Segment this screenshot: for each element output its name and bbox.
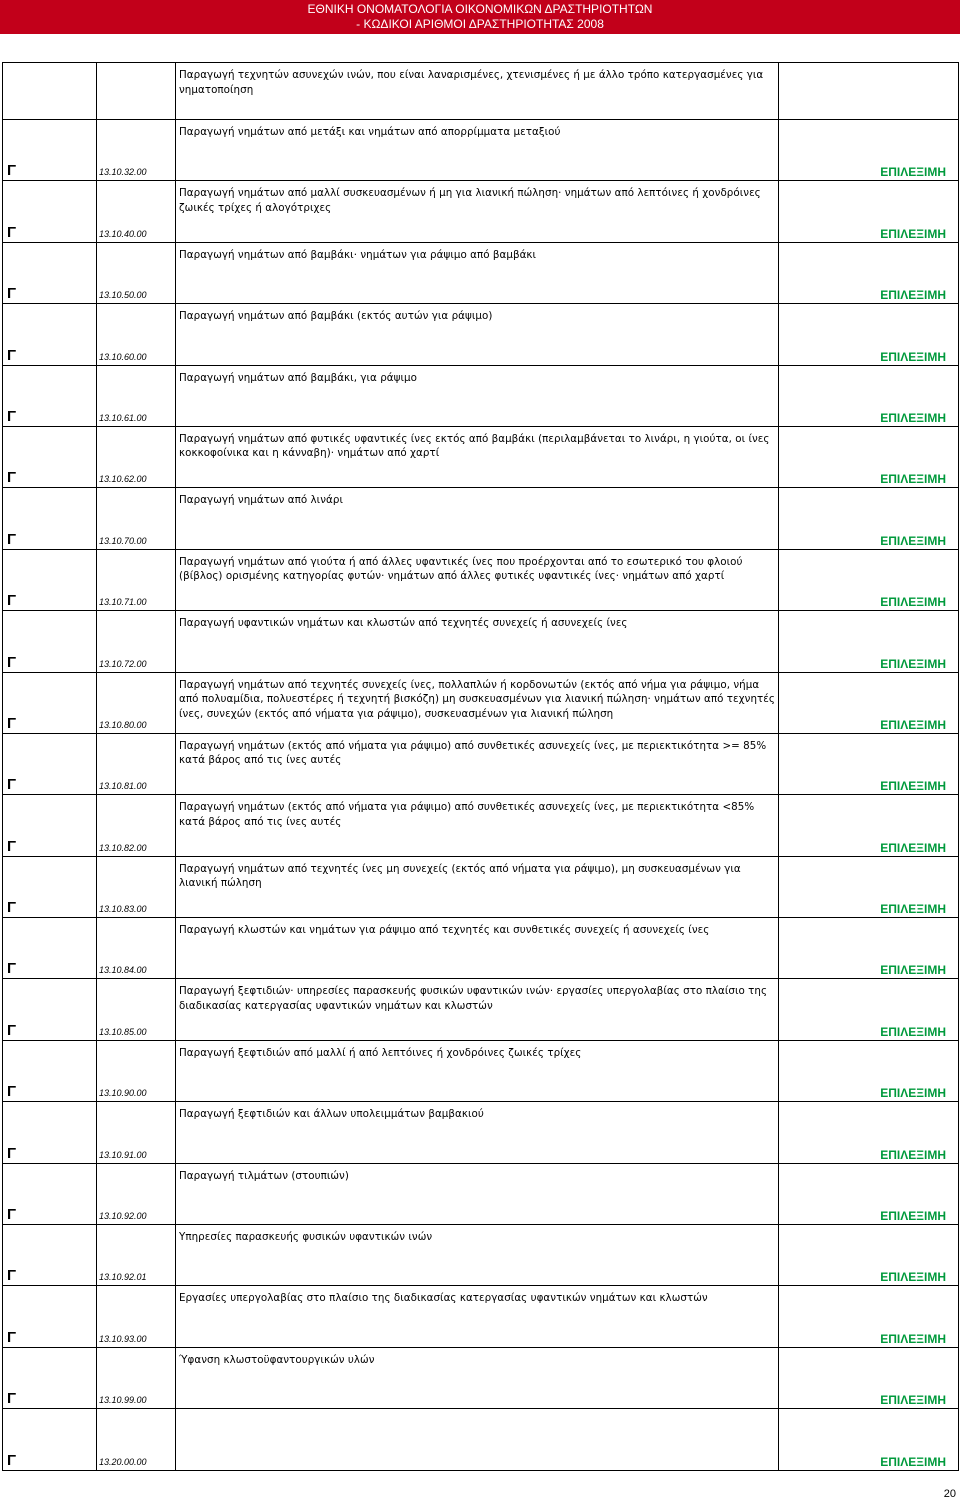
activity-code: 13.10.82.00 xyxy=(99,842,147,853)
status-cell xyxy=(779,426,959,487)
activity-description: Παραγωγή νημάτων από βαμβάκι· νημάτων για ράψιμο από βαμβάκι xyxy=(179,248,537,261)
activity-code: 13.10.92.01 xyxy=(99,1272,147,1283)
status-cell xyxy=(779,365,959,426)
header-title-line1: ΕΘΝΙΚΗ ΟΝΟΜΑΤΟΛΟΓΙΑ ΟΙΚΟΝΟΜΙΚΩΝ ΔΡΑΣΤΗΡΙΟΤΗΤΩΝ xyxy=(307,2,653,16)
activity-code: 13.10.62.00 xyxy=(99,474,147,485)
eligibility-status: ΕΠΙΛΕΞΙΜΗ xyxy=(880,533,946,548)
level-cell xyxy=(3,979,97,1040)
code-cell xyxy=(97,63,176,120)
code-cell xyxy=(97,1163,176,1224)
code-cell xyxy=(97,733,176,794)
level-cell xyxy=(3,365,97,426)
activity-code: 13.10.85.00 xyxy=(99,1026,147,1037)
table-row xyxy=(3,242,959,303)
eligibility-status: ΕΠΙΛΕΞΙΜΗ xyxy=(880,410,946,425)
activity-description: Παραγωγή νημάτων από μετάξι και νημάτων από απορρίμματα μεταξιού xyxy=(179,126,561,138)
code-cell xyxy=(97,1040,176,1101)
code-cell xyxy=(97,1102,176,1163)
table-row xyxy=(3,733,959,794)
eligibility-status: ΕΠΙΛΕΞΙΜΗ xyxy=(880,963,946,978)
level-cell xyxy=(3,1225,97,1286)
status-cell xyxy=(779,611,959,672)
status-cell xyxy=(779,1286,959,1347)
description-cell xyxy=(176,181,779,242)
table-row xyxy=(3,856,959,917)
level-letter: Γ xyxy=(7,285,17,303)
status-cell xyxy=(779,979,959,1040)
activity-codes-table xyxy=(2,62,959,1471)
eligibility-status: ΕΠΙΛΕΞΙΜΗ xyxy=(880,656,946,671)
level-cell xyxy=(3,304,97,365)
level-cell xyxy=(3,611,97,672)
status-cell xyxy=(779,1040,959,1101)
description-cell xyxy=(176,1163,779,1224)
level-cell xyxy=(3,1409,97,1470)
description-cell xyxy=(176,1286,779,1347)
level-letter: Γ xyxy=(7,469,17,487)
eligibility-status: ΕΠΙΛΕΞΙΜΗ xyxy=(880,1454,946,1469)
status-cell xyxy=(779,1347,959,1408)
activity-description: Εργασίες υπεργολαβίας στο πλαίσιο της διαδικασίας κατεργασίας υφαντικών νημάτων και κλωστών xyxy=(179,1292,708,1305)
table-row xyxy=(3,549,959,610)
table-row xyxy=(3,63,959,120)
level-cell xyxy=(3,795,97,856)
level-letter: Γ xyxy=(7,1083,17,1101)
table-row xyxy=(3,304,959,365)
level-letter: Γ xyxy=(7,837,17,855)
code-cell xyxy=(97,1225,176,1286)
level-letter: Γ xyxy=(7,1390,17,1408)
level-letter: Γ xyxy=(7,960,17,978)
status-cell xyxy=(779,918,959,979)
eligibility-status: ΕΠΙΛΕΞΙΜΗ xyxy=(880,1270,946,1285)
activity-description: Παραγωγή νημάτων από βαμβάκι, για ράψιμο xyxy=(179,371,417,384)
table-row xyxy=(3,672,959,733)
level-cell xyxy=(3,1163,97,1224)
status-cell xyxy=(779,733,959,794)
table-row xyxy=(3,1102,959,1163)
activity-code: 13.10.72.00 xyxy=(99,658,147,669)
level-cell xyxy=(3,733,97,794)
description-cell xyxy=(176,242,779,303)
eligibility-status: ΕΠΙΛΕΞΙΜΗ xyxy=(880,1209,946,1224)
status-cell xyxy=(779,120,959,181)
activity-code: 13.10.61.00 xyxy=(99,412,147,423)
level-cell xyxy=(3,63,97,120)
eligibility-status: ΕΠΙΛΕΞΙΜΗ xyxy=(880,1147,946,1162)
eligibility-status: ΕΠΙΛΕΞΙΜΗ xyxy=(880,595,946,610)
level-cell xyxy=(3,426,97,487)
code-cell xyxy=(97,1409,176,1470)
eligibility-status: ΕΠΙΛΕΞΙΜΗ xyxy=(880,1024,946,1039)
description-cell xyxy=(176,795,779,856)
level-cell xyxy=(3,1040,97,1101)
activity-description: Παραγωγή νημάτων (εκτός από νήματα για ράψιμο) από συνθετικές ασυνεχείς ίνες, με περιεκτικότητα <85% κατά βάρος από τις ίνες αυτές xyxy=(179,801,755,828)
code-cell xyxy=(97,856,176,917)
code-cell xyxy=(97,1347,176,1408)
activity-description: Παραγωγή ξεφτιδιών και άλλων υπολειμμάτων βαμβακιού xyxy=(179,1108,484,1121)
code-cell xyxy=(97,181,176,242)
description-cell xyxy=(176,120,779,181)
level-letter: Γ xyxy=(7,776,17,794)
code-cell xyxy=(97,979,176,1040)
level-letter: Γ xyxy=(7,162,17,180)
status-cell xyxy=(779,1163,959,1224)
description-cell xyxy=(176,979,779,1040)
status-cell xyxy=(779,549,959,610)
eligibility-status: ΕΠΙΛΕΞΙΜΗ xyxy=(880,902,946,917)
eligibility-status: ΕΠΙΛΕΞΙΜΗ xyxy=(880,165,946,180)
activity-code: 13.10.93.00 xyxy=(99,1333,147,1344)
description-cell xyxy=(176,365,779,426)
activity-description: Παραγωγή κλωστών και νημάτων για ράψιμο από τεχνητές και συνθετικές συνεχείς ή ασυνεχείς ίνες xyxy=(179,924,710,937)
activity-description: Παραγωγή ξεφτιδιών· υπηρεσίες παρασκευής φυσικών υφαντικών ινών· εργασίες υπεργολαβίας στο πλαίσιο της διαδικασίας κατεργασίας υφαντικών νημάτων και κλωστών xyxy=(179,985,768,1012)
status-cell xyxy=(779,1225,959,1286)
activity-description: Παραγωγή νημάτων από λινάρι xyxy=(179,494,343,507)
page-number: 20 xyxy=(943,1488,956,1500)
activity-description: Ύφανση κλωστοϋφαντουργικών υλών xyxy=(179,1353,375,1366)
eligibility-status: ΕΠΙΛΕΞΙΜΗ xyxy=(880,840,946,855)
activity-code: 13.10.32.00 xyxy=(99,167,147,178)
code-cell xyxy=(97,365,176,426)
activity-description: Παραγωγή νημάτων από γιούτα ή από άλλες υφαντικές ίνες που προέρχονται από το εσωτερικό του φλοιού (βίβλος) ορισμένης κατηγορίας φυτών· νημάτων από άλλες φυτικές υφαντικές ίνες· νημάτων από χαρτί xyxy=(179,555,743,583)
table-row xyxy=(3,426,959,487)
description-cell xyxy=(176,63,779,120)
table-row xyxy=(3,1409,959,1470)
table-row xyxy=(3,1347,959,1408)
code-cell xyxy=(97,611,176,672)
activity-description: Παραγωγή ξεφτιδιών από μαλλί ή από λεπτόινες ή χονδρόινες ζωικές τρίχες xyxy=(179,1046,582,1059)
code-cell xyxy=(97,426,176,487)
status-cell xyxy=(779,672,959,733)
table-row xyxy=(3,181,959,242)
description-cell xyxy=(176,611,779,672)
activity-code: 13.10.83.00 xyxy=(99,904,147,915)
description-cell xyxy=(176,1225,779,1286)
activity-code: 13.10.90.00 xyxy=(99,1088,147,1099)
eligibility-status: ΕΠΙΛΕΞΙΜΗ xyxy=(880,226,946,241)
code-cell xyxy=(97,304,176,365)
table-row xyxy=(3,1163,959,1224)
table-row xyxy=(3,979,959,1040)
description-cell xyxy=(176,918,779,979)
level-letter: Γ xyxy=(7,592,17,610)
eligibility-status: ΕΠΙΛΕΞΙΜΗ xyxy=(880,1331,946,1346)
table-row xyxy=(3,611,959,672)
status-cell xyxy=(779,856,959,917)
level-letter: Γ xyxy=(7,1267,17,1285)
activity-code: 13.10.70.00 xyxy=(99,535,147,546)
description-cell xyxy=(176,1040,779,1101)
activity-description: Παραγωγή νημάτων (εκτός από νήματα για ράψιμο) από συνθετικές ασυνεχείς ίνες, με περιεκτικότητα >= 85% κατά βάρος από τις ίνες αυτές xyxy=(179,739,767,767)
status-cell xyxy=(779,242,959,303)
level-letter: Γ xyxy=(7,1451,17,1469)
level-letter: Γ xyxy=(7,1206,17,1224)
code-cell xyxy=(97,488,176,549)
level-cell xyxy=(3,1286,97,1347)
activity-code: 13.10.99.00 xyxy=(99,1395,147,1406)
activity-description: Παραγωγή νημάτων από μαλλί συσκευασμένων ή μη για λιανική πώληση· νημάτων από λεπτόινες ή χονδρόινες ζωικές τρίχες ή αλογότριχες xyxy=(179,187,761,214)
eligibility-status: ΕΠΙΛΕΞΙΜΗ xyxy=(880,1086,946,1101)
activity-description: Παραγωγή νημάτων από φυτικές υφαντικές ίνες εκτός από βαμβάκι (περιλαμβάνεται το λινάρι, η γιούτα, οι ίνες κοκκοφοίνικα και η κάνναβη)· νημάτων από χαρτί xyxy=(179,432,770,460)
description-cell xyxy=(176,856,779,917)
description-cell xyxy=(176,549,779,610)
level-cell xyxy=(3,488,97,549)
activity-description: Παραγωγή νημάτων από τεχνητές ίνες μη συνεχείς (εκτός από νήματα για ράψιμο), μη συσκευασμένων για λιανική πώληση xyxy=(179,862,741,890)
code-cell xyxy=(97,120,176,181)
code-cell xyxy=(97,918,176,979)
code-cell xyxy=(97,795,176,856)
level-letter: Γ xyxy=(7,1021,17,1039)
level-letter: Γ xyxy=(7,223,17,241)
status-cell xyxy=(779,181,959,242)
description-cell xyxy=(176,672,779,733)
level-letter: Γ xyxy=(7,346,17,364)
code-cell xyxy=(97,672,176,733)
status-cell xyxy=(779,63,959,120)
table-row xyxy=(3,1225,959,1286)
eligibility-status: ΕΠΙΛΕΞΙΜΗ xyxy=(880,1393,946,1408)
code-cell xyxy=(97,1286,176,1347)
activity-code: 13.10.71.00 xyxy=(99,597,147,608)
activity-description: Παραγωγή τιλμάτων (στουπιών) xyxy=(179,1169,349,1182)
table-body xyxy=(3,63,959,1471)
level-letter: Γ xyxy=(7,1144,17,1162)
header-title-line2: - ΚΩΔΙΚΟΙ ΑΡΙΘΜΟΙ ΔΡΑΣΤΗΡΙΟΤΗΤΑΣ 2008 xyxy=(356,17,604,31)
table-row xyxy=(3,1286,959,1347)
description-cell xyxy=(176,488,779,549)
description-cell xyxy=(176,1102,779,1163)
level-cell xyxy=(3,242,97,303)
activity-code: 13.10.50.00 xyxy=(99,290,147,301)
page-header xyxy=(0,0,960,34)
level-cell xyxy=(3,1347,97,1408)
level-letter: Γ xyxy=(7,653,17,671)
eligibility-status: ΕΠΙΛΕΞΙΜΗ xyxy=(880,779,946,794)
table-row xyxy=(3,365,959,426)
description-cell xyxy=(176,304,779,365)
level-cell xyxy=(3,549,97,610)
description-cell xyxy=(176,1409,779,1470)
code-cell xyxy=(97,242,176,303)
activity-description: Παραγωγή υφαντικών νημάτων και κλωστών από τεχνητές συνεχείς ή ασυνεχείς ίνες xyxy=(179,617,628,630)
level-cell xyxy=(3,856,97,917)
level-cell xyxy=(3,1102,97,1163)
activity-code: 13.10.80.00 xyxy=(99,719,147,730)
status-cell xyxy=(779,1102,959,1163)
table-row xyxy=(3,1040,959,1101)
level-cell xyxy=(3,181,97,242)
activity-description xyxy=(176,1409,778,1414)
activity-code: 13.10.40.00 xyxy=(99,228,147,239)
level-letter: Γ xyxy=(7,899,17,917)
status-cell xyxy=(779,488,959,549)
level-letter: Γ xyxy=(7,530,17,548)
eligibility-status: ΕΠΙΛΕΞΙΜΗ xyxy=(880,288,946,303)
level-cell xyxy=(3,672,97,733)
activity-code: 13.10.81.00 xyxy=(99,781,147,792)
activity-code: 13.10.60.00 xyxy=(99,351,147,362)
code-cell xyxy=(97,549,176,610)
activity-description: Παραγωγή νημάτων από βαμβάκι (εκτός αυτών για ράψιμο) xyxy=(179,310,493,323)
level-cell xyxy=(3,120,97,181)
description-cell xyxy=(176,426,779,487)
status-cell xyxy=(779,1409,959,1470)
eligibility-status: ΕΠΙΛΕΞΙΜΗ xyxy=(880,717,946,732)
table-row xyxy=(3,120,959,181)
activity-description: Υπηρεσίες παρασκευής φυσικών υφαντικών ινών xyxy=(179,1231,433,1244)
status-cell xyxy=(779,795,959,856)
activity-code: 13.10.84.00 xyxy=(99,965,147,976)
table-row xyxy=(3,488,959,549)
table-row xyxy=(3,918,959,979)
activity-code: 13.10.92.00 xyxy=(99,1211,147,1222)
activity-code: 13.10.91.00 xyxy=(99,1149,147,1160)
description-cell xyxy=(176,733,779,794)
status-cell xyxy=(779,304,959,365)
activity-description: Παραγωγή νημάτων από τεχνητές συνεχείς ίνες, πολλαπλών ή κορδονωτών (εκτός από νήμα για ράψιμο, νήμα από πολυαμίδια, πολυεστέρες ή τεχνητή βισκόζη) μη συσκευασμένων για λιανική πώληση· νημάτων από τεχνητές ίνες, συνεχών (εκτός από νήματα για ράψιμο), συσκευασμένων για λιανική πώληση xyxy=(179,678,775,720)
level-cell xyxy=(3,918,97,979)
level-letter: Γ xyxy=(7,407,17,425)
description-cell xyxy=(176,1347,779,1408)
level-letter: Γ xyxy=(7,1328,17,1346)
eligibility-status: ΕΠΙΛΕΞΙΜΗ xyxy=(880,349,946,364)
level-letter: Γ xyxy=(7,714,17,732)
activity-code: 13.20.00.00 xyxy=(99,1456,147,1467)
activity-description: Παραγωγή τεχνητών ασυνεχών ινών, που είναι λαναρισμένες, χτενισμένες ή με άλλο τρόπο κατεργασμένες για νηματοποίηση xyxy=(179,69,764,96)
table-row xyxy=(3,795,959,856)
eligibility-status: ΕΠΙΛΕΞΙΜΗ xyxy=(880,472,946,487)
